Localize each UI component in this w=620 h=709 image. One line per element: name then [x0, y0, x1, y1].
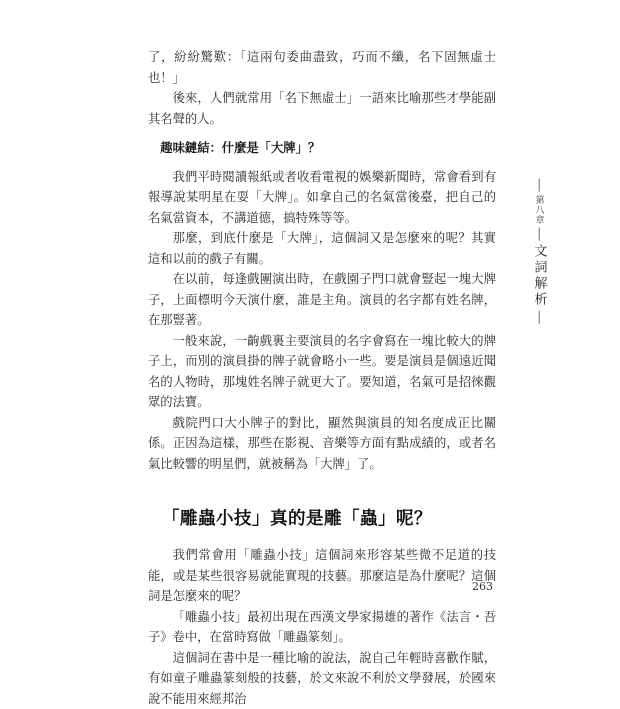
sidebar-box-heading: 趣味鏈結：什麼是「大牌」？: [148, 138, 496, 159]
section-title: 「雕蟲小技」真的是雕「蟲」呢？: [162, 507, 496, 531]
paragraph: 這個詞在書中是一種比喻的說法，說自己年輕時喜歡作賦，有如童子雕蟲篆刻般的技藝，於文來說不利於文學發展，於國來說不能用來經邦治: [148, 648, 496, 709]
paragraph: 後來，人們就常用「名下無虛士」一語來比喻那些才學能副其名聲的人。: [148, 88, 496, 129]
paragraph: 戲院門口大小牌子的對比，顯然與演員的知名度成正比關係。正因為這樣，那些在影視、音樂等方面有點成績的，或者名氣比較響的明星們，就被稱為「大牌」了。: [148, 413, 496, 475]
body-text: [148, 47, 496, 709]
chapter-title: 文詞解析: [530, 244, 549, 308]
tab-divider: │: [533, 228, 546, 241]
page-number: 263: [472, 580, 493, 593]
paragraph: 那麼，到底什麼是「大牌」，這個詞又是怎麼來的呢？其實這和以前的戲子有關。: [148, 228, 496, 269]
paragraph: 了，紛紛驚歎：「這兩句委曲盡致，巧而不纖，名下固無虛士也！」: [148, 47, 496, 88]
paragraph: 在以前，每逢戲團演出時，在戲園子門口就會豎起一塊大牌子，上面標明今天演什麼，誰是主角。演員的名字都有姓名牌，在那豎著。: [148, 269, 496, 331]
chapter-label: 第八章: [533, 195, 546, 225]
tab-divider: │: [533, 179, 546, 192]
paragraph: 一般來說，一齣戲裏主要演員的名字會寫在一塊比較大的牌子上，而別的演員掛的牌子就會略小一些。要是演員是個遠近聞名的人物時，那塊姓名牌子就更大了。要知道，名氣可是招徠觀眾的法寶。: [148, 331, 496, 413]
tab-divider: │: [533, 311, 546, 324]
paragraph: 我們平時閱讀報紙或者收看電視的娛樂新聞時，常會看到有報導說某明星在耍「大牌」。如拿自己的名氣當後臺，把自己的名氣當資本，不講道德，搞特殊等等。: [148, 167, 496, 229]
paragraph: 「雕蟲小技」最初出現在西漢文學家揚雄的著作《法言・吾子》卷中，在當時寫做「雕蟲篆刻」。: [148, 607, 496, 648]
paragraph: 我們常會用「雕蟲小技」這個詞來形容某些微不足道的技能，或是某些很容易就能實現的技藝。那麼這是為什麼呢？這個詞是怎麼來的呢？: [148, 545, 496, 607]
chapter-side-tab: [528, 176, 550, 327]
